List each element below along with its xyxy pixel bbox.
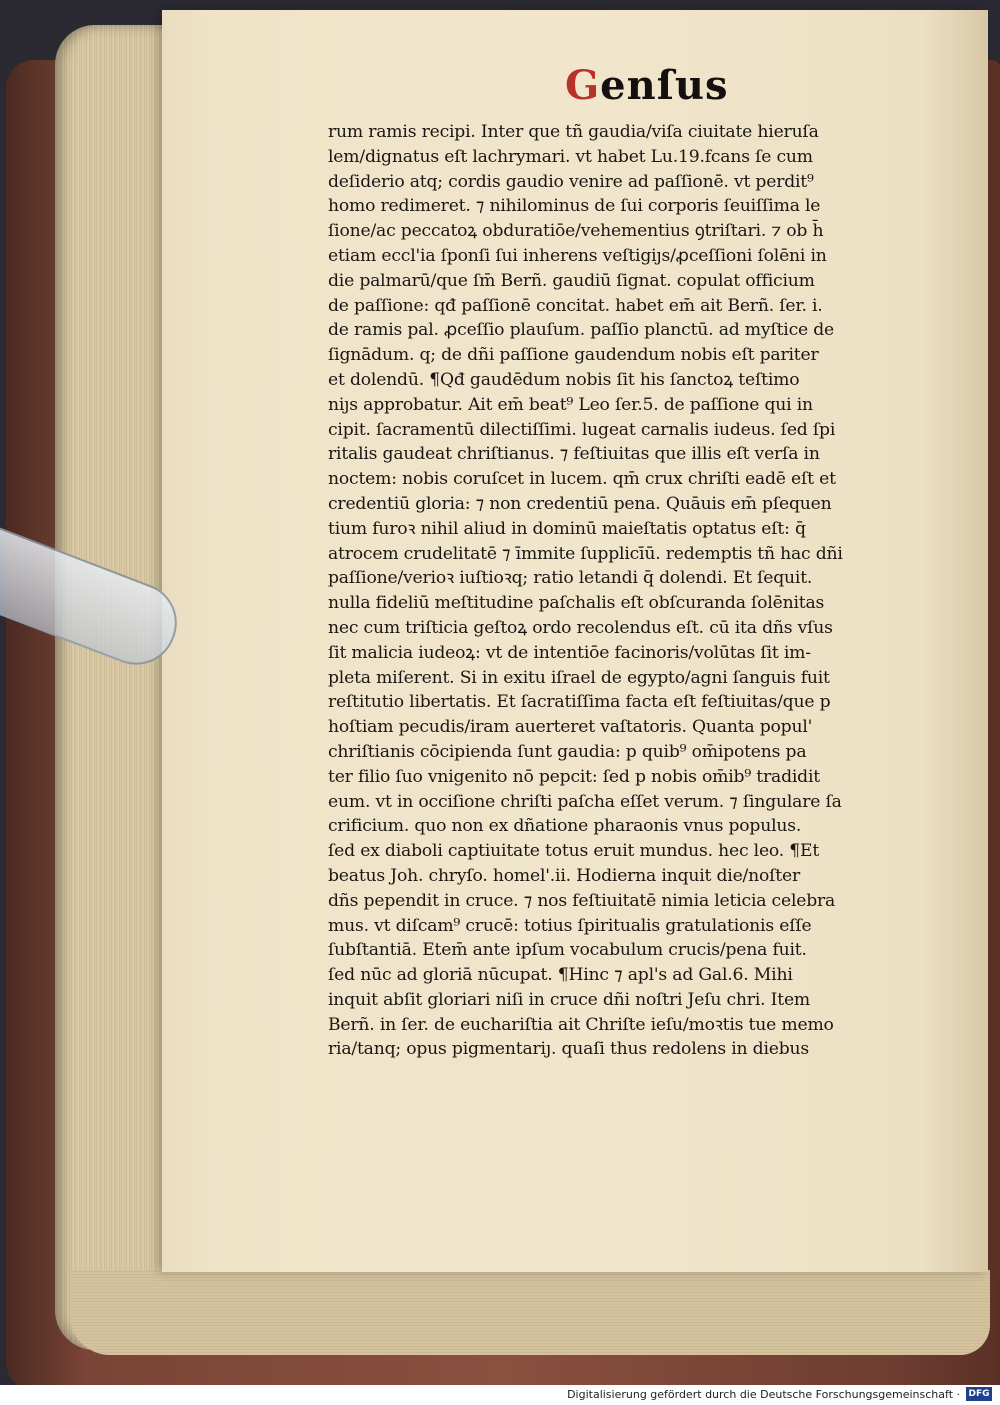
text-line: hoſtiam pecudis/iram auerteret vaſtatoris. Quanta popul'	[328, 717, 813, 738]
text-line-rubricated: et dolendū. ¶Qđ gaudēdum nobis ſit his ſanctoꝝ teſtimo	[328, 369, 800, 390]
text-line: ſignādum. q; de dñi paſſione gaudendum nobis eſt pariter	[328, 345, 819, 366]
text-line-rubricated: ſed ex diaboli captiuitate totus eruit mundus. hec leo. ¶Et	[328, 841, 820, 862]
footer-bar	[0, 1385, 1000, 1405]
text-line: crificium. quo non ex dñatione pharaonis vnus populus.	[328, 816, 802, 837]
text-line: chriſtianis cōcipienda ſunt gaudia: p quib⁹ om̄ipotens pa	[328, 741, 807, 762]
text-line: die palmarū/que ſm̄ Berñ. gaudiū ſignat. copulat officium	[328, 270, 815, 291]
text-line: ſubſtantiā. Etem̄ ante ipſum vocabulum crucis/pena fuit.	[328, 940, 807, 961]
text-line: ria/tanq; opus pigmentariȷ. quaſi thus redolens in diebus	[328, 1039, 810, 1060]
text-line: cipit. ſacramentū dilectiſſimi. lugeat carnalis iudeus. ſed ſpi	[328, 419, 836, 440]
text-line: ritalis gaudeat chriſtianus. ⁊ feſtiuitas que illis eſt verſa in	[328, 444, 820, 465]
text-line: beatus Joh. chryſo. homel'.ii. Hodierna inquit die/noſter	[328, 865, 801, 886]
text-line: deſiderio atq; cordis gaudio venire ad paſſionē. vt perdit⁹	[328, 171, 814, 192]
page-bottom-stack	[70, 1270, 990, 1355]
text-line: de ramis pal. ꝓceſſio plauſum. paſſio planctū. ad myſtice de	[328, 320, 835, 341]
text-line: atrocem crudelitatē ⁊ īmmite ſupplicīū. redemptis tñ hac dñi	[328, 543, 843, 564]
text-line: inquit abſit gloriari niſi in cruce dñi noſtri Jeſu chri. Item	[328, 989, 811, 1010]
dfg-logo: DFG	[966, 1387, 992, 1401]
running-head-initial: G	[565, 62, 601, 109]
text-line: noctem: nobis coruſcet in lucem. qm̄ crux chriſti eadē eſt et	[328, 469, 836, 490]
text-line: mus. vt diſcam⁹ crucē: totius ſpiritualis gratulationis eſſe	[328, 915, 812, 936]
text-line: rum ramis recipi. Inter que tñ gaudia/viſa ciuitate hieruſa	[328, 122, 819, 142]
text-line: ſione/ac peccatoꝝ obduratiōe/vehementius ꝯtriſtari. ⁊ ob h̄	[328, 221, 824, 242]
text-line: niȷs approbatur. Ait em̄ beat⁹ Leo ſer.5. de paſſione qui in	[328, 394, 813, 415]
text-line: homo redimeret. ⁊ nihilominus de ſui corporis ſeuiſſima le	[328, 196, 821, 217]
text-line: eum. vt in occiſione chriſti paſcha eſſet verum. ⁊ ſingulare ſa	[328, 791, 842, 812]
text-line: ter filio ſuo vnigenito nō pepcit: ſed p nobis om̄ib⁹ tradidit	[328, 766, 820, 787]
text-line: reſtitutio libertatis. Et ſacratiſſima facta eſt feſtiuitas/que p	[328, 692, 831, 713]
text-line: etiam eccl'ia ſponſi ſui inherens veſtigiȷs/ꝓceſſioni ſolēni in	[328, 245, 827, 266]
funding-credit: Digitalisierung gefördert durch die Deutsche Forschungsgemeinschaft ·	[567, 1388, 960, 1401]
text-line: dñs pependit in cruce. ⁊ nos feſtiuitatē nimia leticia celebra	[328, 890, 836, 911]
running-head-rest: enſus	[600, 62, 729, 109]
text-line: lem/dignatus eſt lachrymari. vt habet Lu.19.fcans ſe cum	[328, 146, 813, 167]
text-line: nulla fideliū meſtitudine paſchalis eſt obſcuranda ſolēnitas	[328, 593, 825, 614]
text-line-rubricated: pleta miſerent. Si in exitu iſrael de egypto/agni ſanguis fuit	[328, 667, 830, 688]
text-line: paſſione/verioꝛ iuſtioꝛq; ratio letandi q̄ dolendi. Et ſequit.	[328, 568, 813, 589]
text-line: Berñ. in ſer. de euchariſtia ait Chriſte ieſu/moꝛtis tue memo	[328, 1014, 834, 1035]
text-line: nec cum triſticia geſtoꝝ ordo recolendus eſt. cū ita dñs vſus	[328, 617, 833, 638]
text-column	[328, 120, 918, 1100]
text-line: ſit malicia iudeoꝝ: vt de intentiōe facinoris/volūtas ſit im-	[328, 642, 811, 663]
text-line: de paſſione: qđ paſſionē concitat. habet em̄ ait Berñ. ſer. i.	[328, 295, 823, 316]
text-line-rubricated: ſed nūc ad gloriā nūcupat. ¶Hinc ⁊ apl's ad Gal.6. Mihi	[328, 965, 793, 986]
running-head	[565, 62, 729, 122]
text-line: tium furoꝛ nihil aliud in dominū maieſtatis optatus eſt: q̄	[328, 518, 806, 539]
text-line: credentiū gloria: ⁊ non credentiū pena. Quāuis em̄ pſequen	[328, 493, 832, 514]
